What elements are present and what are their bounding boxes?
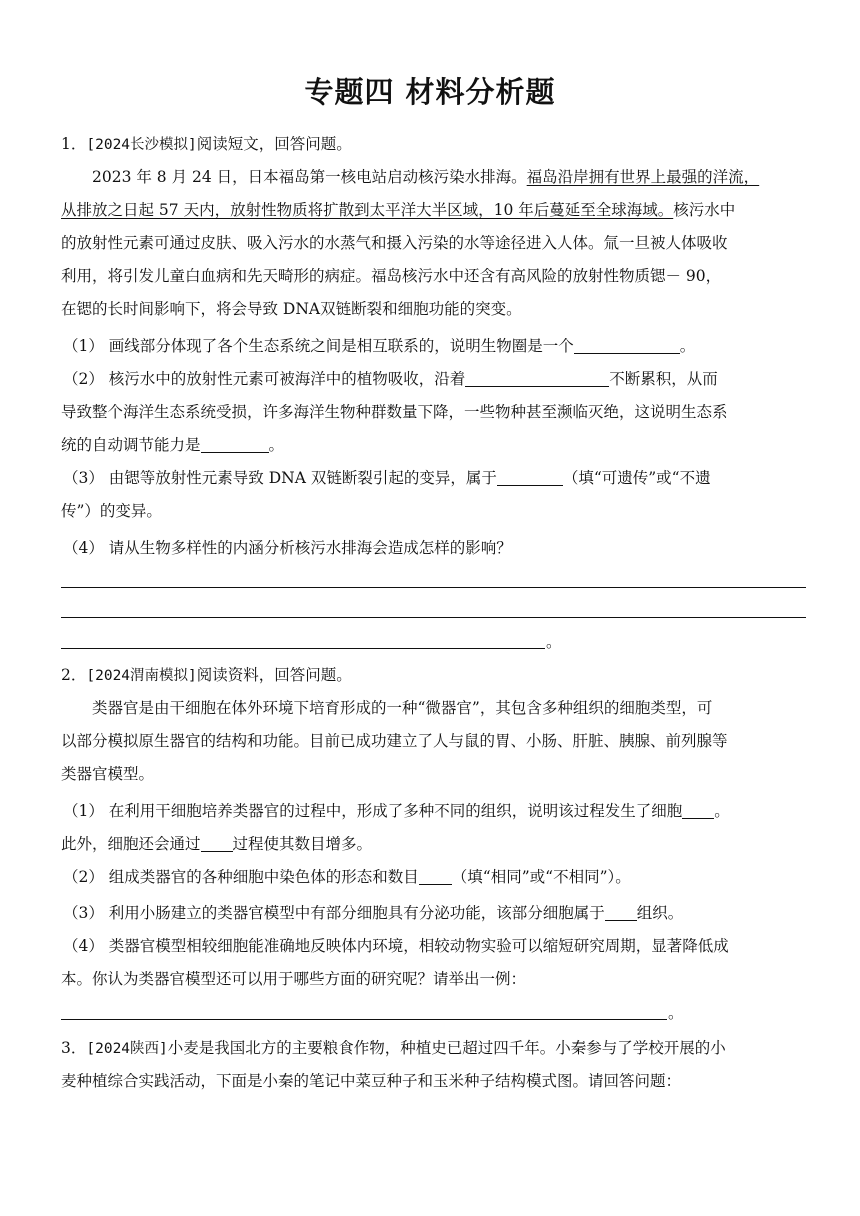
answer-blank[interactable]	[574, 337, 680, 354]
q1-passage-line: 的放射性元素可通过皮肤、吸入污水的水蒸气和摄入污染的水等途径进入人体。氚一旦被人体吸收	[61, 234, 728, 252]
answer-blank[interactable]	[201, 436, 269, 453]
q2-s1-text: 此外，细胞还会通过	[61, 835, 201, 853]
q2-subquestion-2	[63, 866, 808, 888]
answer-blank[interactable]	[465, 370, 609, 387]
q2-lead: 阅读资料，回答问题。	[196, 666, 352, 684]
q3-source-tag: [2024陕西]	[86, 1041, 168, 1057]
q1-passage-text: 2023 年 8 月 24 日，日本福岛第一核电站启动核污染水排海。	[92, 168, 527, 186]
q1-subquestion-2	[63, 368, 808, 390]
answer-blank[interactable]	[201, 835, 233, 852]
q1-source-tag: [2024长沙模拟]	[86, 137, 197, 153]
answer-line[interactable]	[61, 617, 806, 618]
q2-number: 2．	[61, 666, 87, 684]
answer-line[interactable]	[61, 1019, 667, 1020]
q3-header	[61, 1037, 806, 1060]
q1-underlined-text: 福岛沿岸拥有世界上最强的洋流，	[526, 168, 760, 186]
answer-line[interactable]	[61, 587, 806, 588]
q1-passage-line: 在锶的长时间影响下，将会导致 DNA双链断裂和细胞功能的突变。	[61, 300, 522, 318]
q1-s2-text: （2） 核污水中的放射性元素可被海洋中的植物吸收，沿着	[63, 370, 466, 388]
answer-blank[interactable]	[682, 802, 714, 819]
q2-passage-line: 类器官模型。	[61, 765, 155, 783]
q1-passage-line	[92, 166, 806, 188]
q1-subquestion-2-line3	[61, 434, 806, 456]
q1-s3-text: （3） 由锶等放射性元素导致 DNA 双链断裂引起的变异，属于	[63, 469, 497, 487]
q2-subquestion-4-line2: 本。你认为类器官模型还可以用于哪些方面的研究呢？请举出一例：	[61, 970, 527, 988]
q1-subquestion-1	[63, 335, 808, 357]
q1-passage-line: 利用，将引发儿童白血病和先天畸形的病症。福岛核污水中还含有高风险的放射性物质锶－ 90，	[61, 267, 722, 285]
q2-subquestion-3	[63, 902, 808, 924]
q1-subquestion-2-line2: 导致整个海洋生态系统受损，许多海洋生物种群数量下降，一些物种甚至濒临灭绝，这说明生态系	[61, 403, 728, 421]
answer-blank[interactable]	[497, 469, 563, 486]
q3-line1: 小麦是我国北方的主要粮食作物，种植史已超过四千年。小秦参与了学校开展的小	[167, 1039, 726, 1057]
q2-passage-line: 以部分模拟原生器官的结构和功能。目前已成功建立了人与鼠的胃、小肠、肝脏、胰腺、前列腺等	[61, 732, 728, 750]
q1-passage-text: 核污水中	[673, 201, 736, 219]
q3-number: 3．	[61, 1039, 87, 1057]
q2-s1-text-cont: 过程使其数目增多。	[232, 835, 373, 853]
q2-s3-text-cont: 组织。	[636, 904, 684, 922]
q2-subquestion-1-line2	[61, 833, 806, 855]
q1-s2-end: 。	[268, 436, 285, 454]
q1-underlined-text: 从排放之日起 57 天内，放射性物质将扩散到太平洋大半区域，10 年后蔓延至全球海域。	[61, 201, 674, 219]
answer-line[interactable]	[61, 648, 545, 649]
q1-s4-end: 。	[546, 633, 562, 651]
q1-s2-text: 统的自动调节能力是	[61, 436, 201, 454]
q1-number: 1．	[61, 135, 87, 153]
q2-subquestion-4: （4） 类器官模型相较细胞能准确地反映体内环境，相较动物实验可以缩短研究周期，显著降低成	[63, 937, 729, 955]
q3-line2: 麦种植综合实践活动，下面是小秦的笔记中菜豆种子和玉米种子结构模式图。请回答问题：	[61, 1072, 682, 1090]
q1-subquestion-3-line2: 传”）的变异。	[61, 502, 162, 520]
q2-passage-line: 类器官是由干细胞在体外环境下培育形成的一种“微器官”，其包含多种组织的细胞类型，可	[92, 699, 713, 717]
q2-source-tag: [2024渭南模拟]	[86, 668, 197, 684]
q2-s2-text-cont: （填“相同”或“不相同”）。	[451, 868, 631, 886]
q2-s2-text: （2） 组成类器官的各种细胞中染色体的形态和数目	[63, 868, 419, 886]
q2-subquestion-1	[63, 800, 808, 822]
q1-s1-end: 。	[679, 337, 696, 355]
answer-blank[interactable]	[605, 904, 637, 921]
q2-header	[61, 664, 806, 687]
page-title: 专题四 材料分析题	[304, 75, 556, 109]
answer-blank[interactable]	[419, 868, 452, 885]
q2-s1-end: 。	[714, 802, 730, 820]
q1-s3-text-cont: （填“可遗传”或“不遗	[562, 469, 711, 487]
q2-s4-end: 。	[668, 1004, 684, 1022]
q1-lead: 阅读短文，回答问题。	[196, 135, 352, 153]
q1-subquestion-3	[63, 467, 808, 489]
q1-s1-text: （1） 画线部分体现了各个生态系统之间是相互联系的，说明生物圈是一个	[63, 337, 574, 355]
q1-header	[61, 133, 806, 156]
q1-subquestion-4: （4） 请从生物多样性的内涵分析核污水排海会造成怎样的影响？	[63, 539, 512, 557]
q1-passage-line	[61, 199, 806, 221]
q2-s3-text: （3） 利用小肠建立的类器官模型中有部分细胞具有分泌功能，该部分细胞属于	[63, 904, 605, 922]
q2-s1-text: （1） 在利用干细胞培养类器官的过程中，形成了多种不同的组织，说明该过程发生了细胞	[63, 802, 683, 820]
q1-s2-text-cont: 不断累积，从而	[609, 370, 718, 388]
